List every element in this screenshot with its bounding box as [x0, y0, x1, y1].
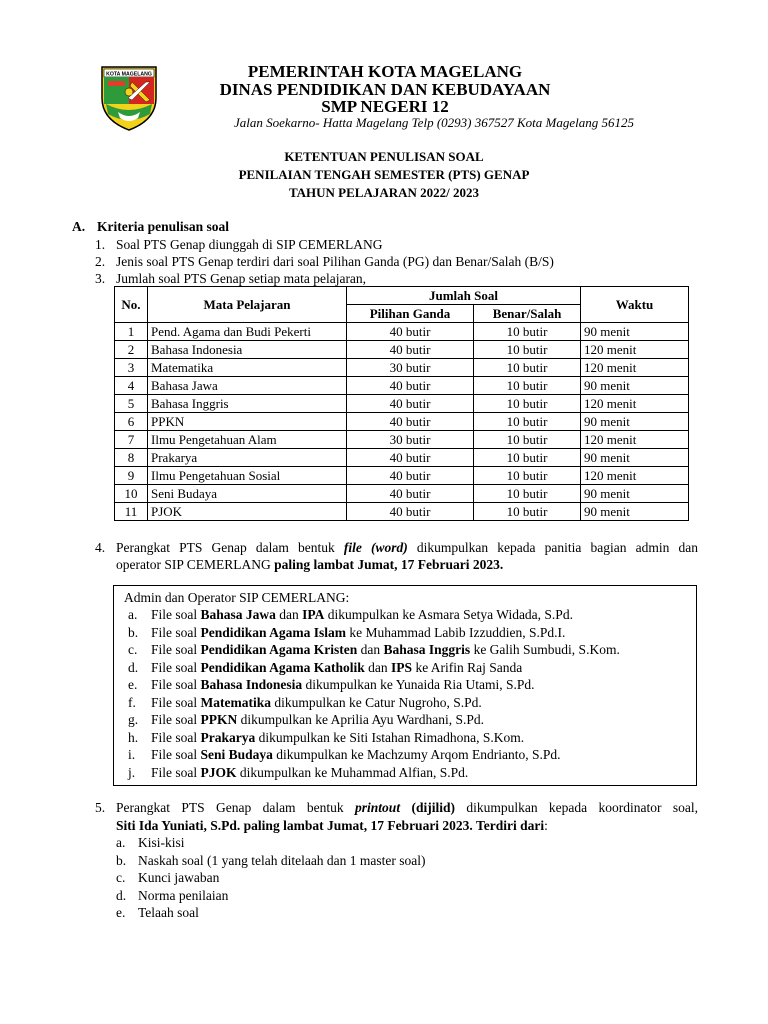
cell-no: 6	[115, 413, 148, 431]
cell-multiple-choice: 40 butir	[347, 395, 474, 413]
header-multiple-choice: Pilihan Ganda	[347, 305, 474, 323]
box-item-text	[151, 746, 561, 764]
cell-no: 10	[115, 485, 148, 503]
cell-multiple-choice: 40 butir	[347, 377, 474, 395]
header-subject: Mata Pelajaran	[148, 287, 347, 323]
sublist-text: Telaah soal	[138, 905, 199, 920]
cell-true-false: 10 butir	[474, 431, 581, 449]
item-4-deadline: paling lambat Jumat, 17 Februari 2023.	[274, 557, 504, 572]
box-item-letter: i.	[128, 747, 136, 762]
cell-multiple-choice: 40 butir	[347, 503, 474, 521]
item-5-text-a: Perangkat PTS Genap dalam bentuk	[116, 800, 356, 815]
box-item-fragment: dikumpulkan ke Catur Nugroho, S.Pd.	[270, 694, 482, 710]
sublist-letter: e.	[116, 905, 126, 920]
item-5-line-2	[116, 817, 548, 835]
doc-title-3: TAHUN PELAJARAN 2022/ 2023	[288, 185, 480, 200]
cell-true-false: 10 butir	[474, 503, 581, 521]
box-item-fragment: File soal	[151, 624, 201, 640]
cell-subject: Pend. Agama dan Budi Pekerti	[148, 323, 347, 341]
box-heading: Admin dan Operator SIP CEMERLANG:	[124, 590, 350, 605]
box-item-fragment: File soal	[151, 677, 201, 692]
item-5-text-b: dikumpulkan kepada koordinator soal,	[454, 800, 698, 815]
cell-true-false: 10 butir	[474, 359, 581, 377]
table-row	[115, 503, 689, 521]
box-item-fragment: File soal	[151, 694, 201, 710]
header-government: PEMERINTAH KOTA MAGELANG	[247, 62, 523, 81]
item-1-number: 1.	[95, 237, 106, 252]
cell-no: 3	[115, 359, 148, 377]
box-item-subject: Prakarya	[200, 729, 256, 745]
box-item-text	[151, 729, 524, 747]
header-question-count: Jumlah Soal	[347, 287, 581, 305]
cell-time: 90 menit	[581, 377, 689, 395]
box-item-subject: IPA	[302, 607, 325, 622]
box-item-fragment: File soal	[151, 747, 201, 762]
box-item-letter: a.	[128, 607, 138, 622]
box-item-subject: Pendidikan Agama Katholik	[200, 659, 365, 675]
header-department: DINAS PENDIDIKAN DAN KEBUDAYAAN	[219, 80, 551, 99]
box-item-text	[151, 676, 535, 694]
subject-table-body	[115, 323, 689, 521]
box-item-letter: b.	[128, 624, 139, 640]
cell-no: 4	[115, 377, 148, 395]
cell-subject: PJOK	[148, 503, 347, 521]
cell-multiple-choice: 40 butir	[347, 413, 474, 431]
box-item-text	[151, 764, 468, 782]
box-item-subject: Bahasa Jawa	[200, 607, 276, 622]
box-item-letter: c.	[128, 642, 138, 657]
sublist-letter: c.	[116, 870, 126, 885]
box-item-text	[151, 659, 522, 677]
box-item-fragment: ke Galih Sumbudi, S.Kom.	[470, 642, 620, 657]
cell-multiple-choice: 40 butir	[347, 323, 474, 341]
cell-multiple-choice: 30 butir	[347, 359, 474, 377]
section-a-heading: Kriteria penulisan soal	[97, 219, 230, 234]
cell-multiple-choice: 40 butir	[347, 449, 474, 467]
cell-no: 2	[115, 341, 148, 359]
table-row	[115, 377, 689, 395]
doc-title-1: KETENTUAN PENULISAN SOAL	[284, 149, 484, 164]
item-2-text: Jenis soal PTS Genap terdiri dari soal Pilihan Ganda (PG) dan Benar/Salah (B/S)	[116, 254, 554, 269]
cell-no: 11	[115, 503, 148, 521]
item-5-colon: :	[544, 818, 548, 833]
box-item-text	[151, 641, 620, 659]
box-item-subject: Bahasa Indonesia	[200, 677, 303, 692]
table-row	[115, 449, 689, 467]
box-item-subject: Pendidikan Agama Kristen	[200, 642, 358, 657]
box-item-fragment: dan	[364, 659, 392, 675]
table-row	[115, 485, 689, 503]
table-row	[115, 359, 689, 377]
item-5-line-1	[116, 799, 698, 817]
box-item-text	[151, 624, 565, 642]
item-4-line-2	[116, 556, 503, 574]
box-item-fragment: File soal	[151, 764, 201, 780]
cell-no: 1	[115, 323, 148, 341]
sublist-letter: a.	[116, 835, 126, 850]
cell-true-false: 10 butir	[474, 323, 581, 341]
section-a-marker: A.	[72, 219, 86, 234]
item-5-coordinator: Siti Ida Yuniati, S.Pd. paling lambat Jumat, 17 Februari 2023. Terdiri dari	[116, 818, 545, 833]
table-row	[115, 431, 689, 449]
item-5-number: 5.	[95, 800, 106, 815]
box-item-fragment: File soal	[151, 642, 201, 657]
box-item-fragment: dikumpulkan ke Machzumy Arqom Endrianto, S.Pd.	[272, 747, 561, 762]
item-4-text-a: Perangkat PTS Genap dalam bentuk	[116, 540, 344, 555]
item-4-number: 4.	[95, 540, 106, 555]
item-2-number: 2.	[95, 254, 106, 269]
cell-true-false: 10 butir	[474, 341, 581, 359]
cell-time: 120 menit	[581, 467, 689, 485]
box-item-subject: Pendidikan Agama Islam	[200, 624, 347, 640]
subject-table	[114, 286, 689, 521]
box-item-fragment: File soal	[151, 607, 201, 622]
table-row	[115, 323, 689, 341]
cell-multiple-choice: 40 butir	[347, 341, 474, 359]
box-item-fragment: File soal	[151, 729, 201, 745]
item-1-text: Soal PTS Genap diunggah di SIP CEMERLANG	[116, 237, 383, 252]
cell-true-false: 10 butir	[474, 485, 581, 503]
cell-subject: Prakarya	[148, 449, 347, 467]
cell-true-false: 10 butir	[474, 377, 581, 395]
box-item-fragment: dikumpulkan ke Aprilia Ayu Wardhani, S.Pd.	[237, 712, 485, 727]
box-item-fragment: dan	[275, 607, 303, 622]
sublist-text: Kunci jawaban	[138, 870, 220, 885]
box-item-fragment: dan	[357, 642, 384, 657]
cell-true-false: 10 butir	[474, 449, 581, 467]
logo-text: KOTA MAGELANG	[106, 71, 152, 78]
cell-multiple-choice: 40 butir	[347, 467, 474, 485]
box-item-subject: PJOK	[200, 764, 237, 780]
table-row	[115, 413, 689, 431]
cell-subject: Seni Budaya	[148, 485, 347, 503]
box-item-fragment: dikumpulkan ke Muhammad Alfian, S.Pd.	[236, 764, 469, 780]
box-item-fragment: ke Muhammad Labib Izzuddien, S.Pd.I.	[346, 624, 566, 640]
cell-subject: Bahasa Inggris	[148, 395, 347, 413]
cell-subject: Ilmu Pengetahuan Sosial	[148, 467, 347, 485]
item-4-text-c: operator SIP CEMERLANG	[116, 557, 275, 572]
cell-subject: Bahasa Jawa	[148, 377, 347, 395]
cell-time: 90 menit	[581, 449, 689, 467]
sublist-text: Naskah soal (1 yang telah ditelaah dan 1 master soal)	[138, 852, 426, 868]
box-item-text	[151, 711, 484, 729]
doc-title-2: PENILAIAN TENGAH SEMESTER (PTS) GENAP	[238, 167, 530, 182]
cell-time: 90 menit	[581, 413, 689, 431]
item-4-line-1	[116, 539, 698, 557]
box-item-letter: h.	[128, 729, 139, 745]
sublist-letter: d.	[116, 887, 127, 903]
box-item-fragment: File soal	[151, 712, 201, 727]
table-row	[115, 341, 689, 359]
cell-subject: Matematika	[148, 359, 347, 377]
box-item-subject: Matematika	[200, 694, 271, 710]
cell-time: 120 menit	[581, 395, 689, 413]
cell-no: 8	[115, 449, 148, 467]
table-row	[115, 395, 689, 413]
item-5-printout: printout	[355, 800, 401, 815]
header-time: Waktu	[581, 287, 689, 323]
item-4-file-word: file (word)	[343, 540, 408, 555]
box-item-fragment: File soal	[151, 659, 201, 675]
item-4-text-b: dikumpulkan kepada panitia bagian admin dan	[407, 540, 698, 555]
cell-time: 90 menit	[581, 323, 689, 341]
sublist-text: Norma penilaian	[138, 887, 229, 903]
cell-true-false: 10 butir	[474, 413, 581, 431]
box-item-letter: e.	[128, 677, 138, 692]
box-item-subject: IPS	[391, 659, 413, 675]
sublist-text: Kisi-kisi	[138, 835, 185, 850]
box-item-fragment: dikumpulkan ke Yunaida Ria Utami, S.Pd.	[302, 677, 535, 692]
box-item-letter: f.	[128, 694, 136, 710]
box-item-subject: PPKN	[200, 712, 238, 727]
header-address: Jalan Soekarno- Hatta Magelang Telp (0293) 367527 Kota Magelang 56125	[234, 115, 634, 130]
box-item-fragment: dikumpulkan ke Siti Istahan Rimadhona, S.Kom.	[255, 729, 525, 745]
cell-no: 7	[115, 431, 148, 449]
cell-no: 9	[115, 467, 148, 485]
cell-time: 90 menit	[581, 485, 689, 503]
header-true-false: Benar/Salah	[474, 305, 581, 323]
table-row	[115, 467, 689, 485]
cell-multiple-choice: 40 butir	[347, 485, 474, 503]
cell-multiple-choice: 30 butir	[347, 431, 474, 449]
box-item-subject: Bahasa Inggris	[383, 642, 471, 657]
box-item-letter: j.	[128, 764, 136, 780]
box-item-fragment: dikumpulkan ke Asmara Setya Widada, S.Pd.	[324, 607, 573, 622]
item-3-number: 3.	[95, 271, 106, 286]
cell-time: 120 menit	[581, 341, 689, 359]
cell-subject: PPKN	[148, 413, 347, 431]
box-item-text	[151, 606, 573, 624]
cell-subject: Bahasa Indonesia	[148, 341, 347, 359]
box-item-letter: d.	[128, 659, 139, 675]
box-item-subject: Seni Budaya	[200, 747, 273, 762]
cell-time: 90 menit	[581, 503, 689, 521]
header-no: No.	[115, 287, 148, 323]
cell-no: 5	[115, 395, 148, 413]
cell-time: 120 menit	[581, 431, 689, 449]
cell-true-false: 10 butir	[474, 395, 581, 413]
cell-true-false: 10 butir	[474, 467, 581, 485]
box-item-text	[151, 694, 482, 712]
header-school: SMP NEGERI 12	[321, 97, 449, 116]
cell-time: 120 menit	[581, 359, 689, 377]
box-item-fragment: ke Arifin Raj Sanda	[412, 659, 523, 675]
item-3-text: Jumlah soal PTS Genap setiap mata pelajaran,	[116, 271, 367, 286]
item-5-dijilid: (dijilid)	[400, 800, 455, 815]
box-item-letter: g.	[128, 712, 139, 727]
sublist-letter: b.	[116, 852, 127, 868]
cell-subject: Ilmu Pengetahuan Alam	[148, 431, 347, 449]
